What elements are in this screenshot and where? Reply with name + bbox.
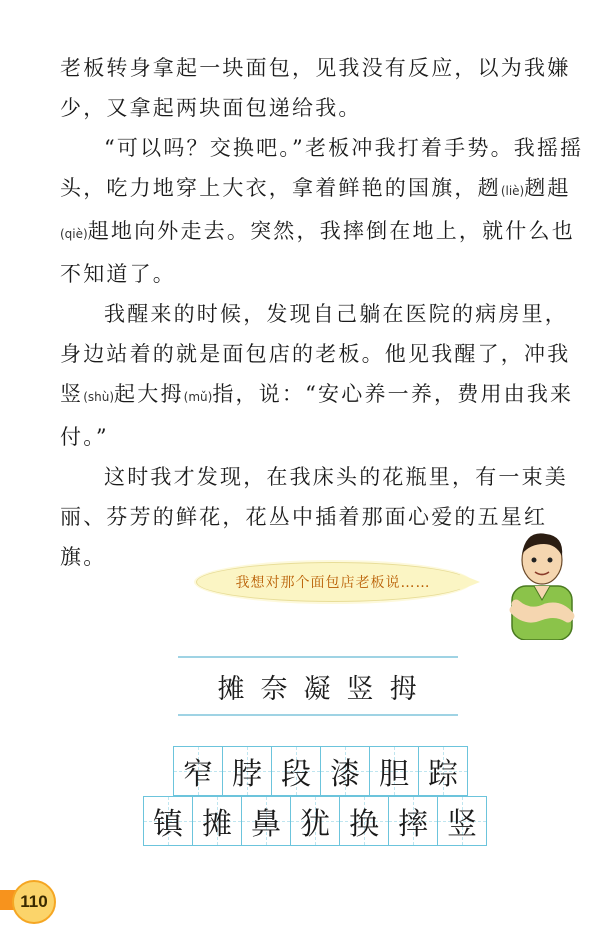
writing-cell xyxy=(437,796,487,846)
page-number-badge xyxy=(12,880,56,924)
writing-char: 镇 xyxy=(153,807,183,842)
speech-bubble-text: 我想对那个面包店老板说…… xyxy=(235,575,431,591)
speech-bubble-tail xyxy=(460,574,480,590)
paragraph-2-part-2: 趔趄 xyxy=(524,176,571,200)
writing-char: 窄 xyxy=(183,757,213,792)
writing-cell xyxy=(290,796,340,846)
writing-cell xyxy=(143,796,193,846)
read-char: 竖 xyxy=(346,673,376,705)
writing-char: 竖 xyxy=(447,807,477,842)
writing-cell xyxy=(173,746,223,796)
paragraph-3-part-2: 起大拇 xyxy=(114,382,184,406)
writing-cell xyxy=(222,746,272,796)
writing-char: 摊 xyxy=(202,807,232,842)
writing-cell xyxy=(320,746,370,796)
paragraph-4: 这时我才发现，在我床头的花瓶里，有一束美丽、芬芳的鲜花，花丛中插着那面心爱的五星红旗。 xyxy=(60,465,568,569)
paragraph-1: 老板转身拿起一块面包，见我没有反应，以为我嫌少，又拿起两块面包递给我。 xyxy=(60,56,571,120)
writing-char: 换 xyxy=(349,807,379,842)
writing-char: 漆 xyxy=(330,757,360,792)
writing-grid-row-1 xyxy=(174,746,468,796)
read-char: 拇 xyxy=(389,673,419,705)
writing-grid-row-2 xyxy=(144,796,487,846)
paragraph-3 xyxy=(60,294,588,457)
writing-char: 犹 xyxy=(300,807,330,842)
read-characters-box xyxy=(178,656,458,716)
writing-char: 鼻 xyxy=(251,807,281,842)
paragraph-2-part-1: “可以吗？交换吧。”老板冲我打着手势。我摇摇头，吃力地穿上大衣，拿着鲜艳的国旗，趔 xyxy=(60,136,584,200)
boy-illustration xyxy=(500,526,584,640)
story-text xyxy=(60,48,588,577)
pinyin-lie: (liè) xyxy=(500,184,525,198)
read-char: 凝 xyxy=(303,673,333,705)
writing-cell xyxy=(339,796,389,846)
writing-char: 脖 xyxy=(232,757,262,792)
paragraph-2-part-3: 趄地向外走去。突然，我摔倒在地上，就什么也不知道了。 xyxy=(60,219,575,286)
writing-char: 摔 xyxy=(398,807,428,842)
writing-cell xyxy=(192,796,242,846)
writing-char: 踪 xyxy=(428,757,458,792)
writing-cell xyxy=(271,746,321,796)
writing-cell xyxy=(388,796,438,846)
writing-char: 胆 xyxy=(379,757,409,792)
pinyin-qie: (qiè) xyxy=(60,227,88,241)
paragraph-3-part-1: 我醒来的时候，发现自己躺在医院的病房里，身边站着的就是面包店的老板。他见我醒了，冲我竖 xyxy=(60,302,571,406)
read-char: 奈 xyxy=(260,673,290,705)
pinyin-mu: (mǔ) xyxy=(183,390,213,404)
paragraph-3-part-3: 指，说：“安心养一养，费用由我来付。” xyxy=(60,382,574,449)
writing-cell xyxy=(418,746,468,796)
speech-bubble xyxy=(196,562,470,602)
read-char: 摊 xyxy=(217,673,247,705)
writing-cell xyxy=(241,796,291,846)
page-number: 110 xyxy=(20,892,48,911)
writing-char: 段 xyxy=(281,757,311,792)
pinyin-shu: (shù) xyxy=(83,390,115,404)
writing-cell xyxy=(369,746,419,796)
paragraph-2 xyxy=(60,128,588,294)
